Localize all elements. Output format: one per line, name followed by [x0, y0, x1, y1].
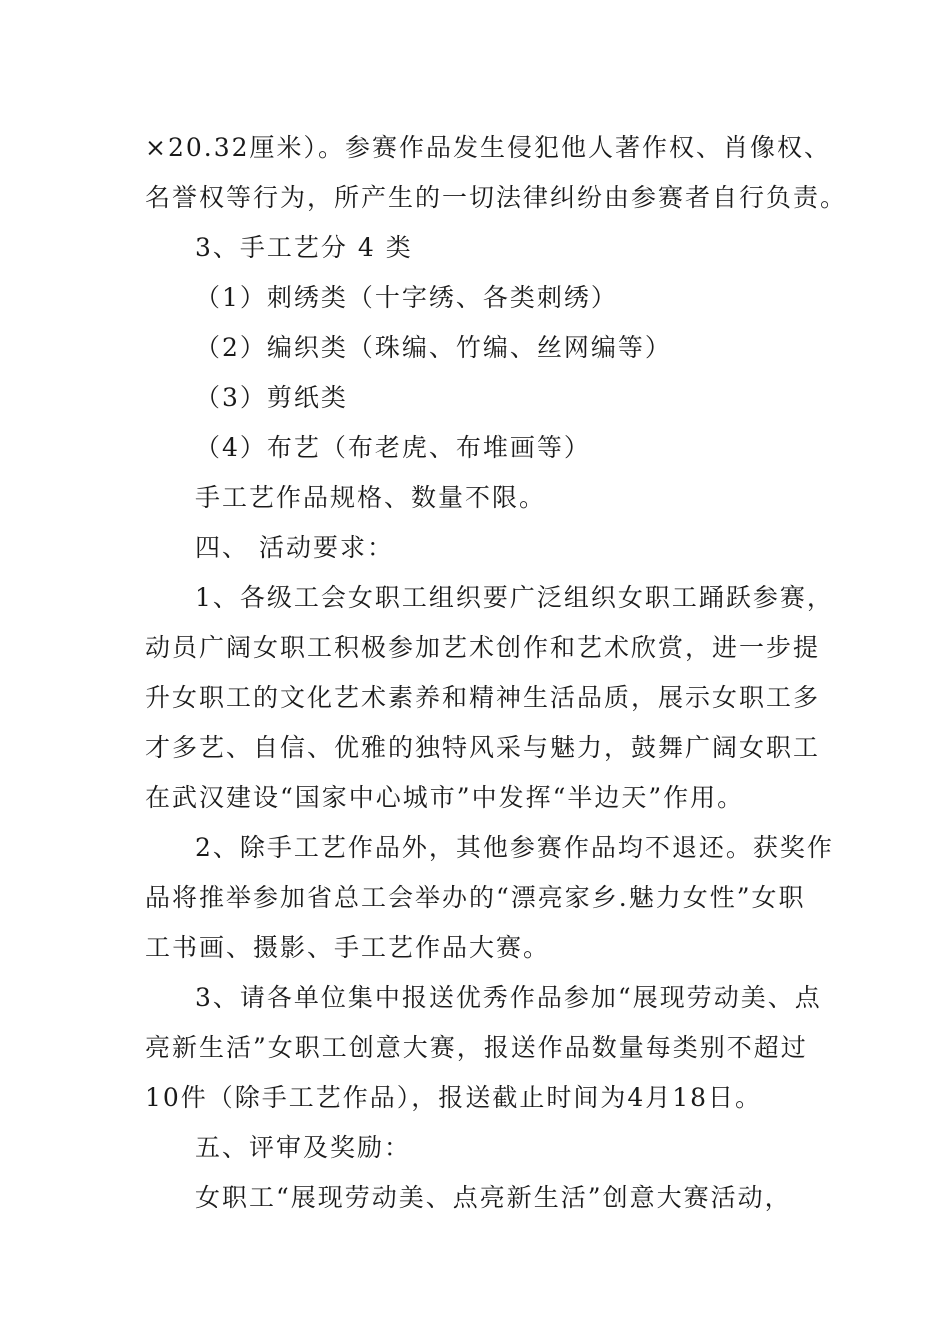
text-line: 品将推举参加省总工会举办的“漂亮家乡.魅力女性”女职 [145, 883, 806, 912]
text-line: 3、请各单位集中报送优秀作品参加“展现劳动美、点 [195, 983, 822, 1012]
section-heading: 五、评审及奖励： [195, 1133, 412, 1162]
text-line: 在武汉建设“国家中心城市”中发挥“半边天”作用。 [145, 783, 745, 812]
text-line: 工书画、摄影、手工艺作品大赛。 [145, 933, 551, 962]
text-line: （2）编织类（珠编、竹编、丝网编等） [195, 333, 672, 362]
section-heading: 四、 活动要求： [195, 533, 394, 562]
text-line: 才多艺、自信、优雅的独特风采与魅力，鼓舞广阔女职工 [145, 733, 821, 762]
text-line: 手工艺作品规格、数量不限。 [195, 483, 547, 512]
text-line: 女职工“展现劳动美、点亮新生活”创意大赛活动， [195, 1183, 792, 1212]
text-line: 名誉权等行为，所产生的一切法律纠纷由参赛者自行负责。 [145, 183, 848, 212]
text-line: 动员广阔女职工积极参加艺术创作和艺术欣赏，进一步提 [145, 633, 821, 662]
text-line: （1）刺绣类（十字绣、各类刺绣） [195, 283, 618, 312]
text-line: 2、除手工艺作品外，其他参赛作品均不退还。获奖作 [195, 833, 834, 862]
text-line: ×20.32厘米）。参赛作品发生侵犯他人著作权、肖像权、 [145, 133, 832, 162]
text-line: （3）剪纸类 [195, 383, 348, 412]
text-line: 1、各级工会女职工组织要广泛组织女职工踊跃参赛， [195, 583, 834, 612]
text-line: （4）布艺（布老虎、布堆画等） [195, 433, 591, 462]
text-line: 亮新生活”女职工创意大赛，报送作品数量每类别不超过 [145, 1033, 808, 1062]
text-line: 升女职工的文化艺术素养和精神生活品质，展示女职工多 [145, 683, 821, 712]
text-line: 10件（除手工艺作品），报送截止时间为4月18日。 [145, 1083, 763, 1112]
text-line: 3、手工艺分 4 类 [195, 233, 413, 262]
